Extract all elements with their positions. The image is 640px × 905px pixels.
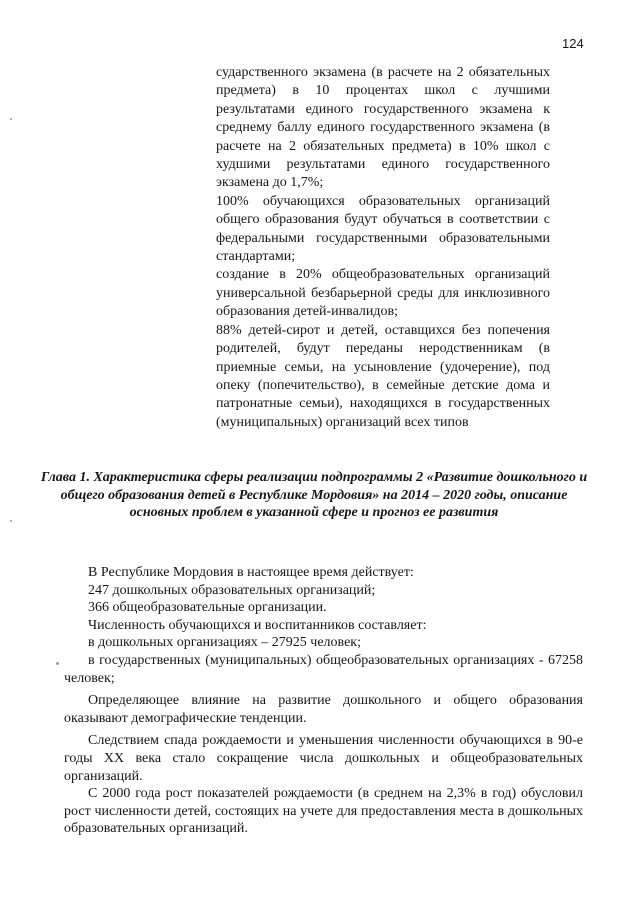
body-paragraph: Следствием спада рождаемости и уменьшения численности обучающихся в 90-е годы XX века стало сокращение числа дошкольных и общеобразовательных организаций. [64, 733, 583, 784]
page-number: 124 [562, 36, 584, 51]
scan-speck [10, 520, 12, 522]
scan-speck [56, 662, 59, 665]
body-paragraph: в государственных (муниципальных) общеобразовательных организациях - 67258 человек; [64, 652, 583, 686]
body-paragraph: В Республике Мордовия в настоящее время действует: [88, 565, 414, 580]
goal-item: 88% детей-сирот и детей, оставщихся без попечения родителей, будут переданы неродственникам (в приемные семьи, на усыновление (удочерение), под опеку (попечительство), в семейные детские дома и патронатные семьи), находящихся в государственных (муниципальных) организаций всех типов [216, 322, 550, 430]
goal-item: 100% обучающихся образовательных организаций общего образования будут обучаться в соответствии с федеральными государственными образовательными стандартами; [216, 193, 550, 265]
body-paragraph: Определяющее влияние на развитие дошкольного и общего образования оказывают демографические тенденции. [64, 693, 583, 726]
body-paragraph: Численность обучающихся и воспитанников составляет: [88, 617, 427, 633]
goal-item: сударственного экзамена (в расчете на 2 обязательных предмета) в 10 процентах школ с лучшими результатами единого государственного экзамена к среднему баллу единого государственного экзамена (в расчете на 2 обязательных предмета) в 10% школ с худшими результатами единого государственного экзамена до 1,7%; [216, 65, 550, 191]
goal-item: создание в 20% общеобразовательных организаций универсальной безбарьерной среды для инклюзивного образования детей-инвалидов; [216, 267, 550, 320]
body-paragraph: 247 дошкольных образовательных организаций; [88, 582, 376, 598]
body-paragraph: в дошкольных организациях – 27925 человек; [88, 635, 361, 651]
body-paragraph: С 2000 года рост показателей рождаемости (в среднем на 2,3% в год) обусловил рост численности детей, состоящих на учете для предоставления места в дошкольных образовательных организаций. [64, 786, 583, 837]
body-paragraph: 366 общеобразовательные организации. [88, 600, 327, 616]
scan-speck [10, 118, 12, 120]
body-text [64, 564, 583, 838]
chapter-heading: Глава 1. Характеристика сферы реализации подпрограммы 2 «Развитие дошкольного и общего образования детей в Республике Мордовия» на 2014 – 2020 годы, описание основных проблем в указанной сфере и прогноз ее развития [40, 470, 588, 520]
goals-list [216, 64, 550, 432]
